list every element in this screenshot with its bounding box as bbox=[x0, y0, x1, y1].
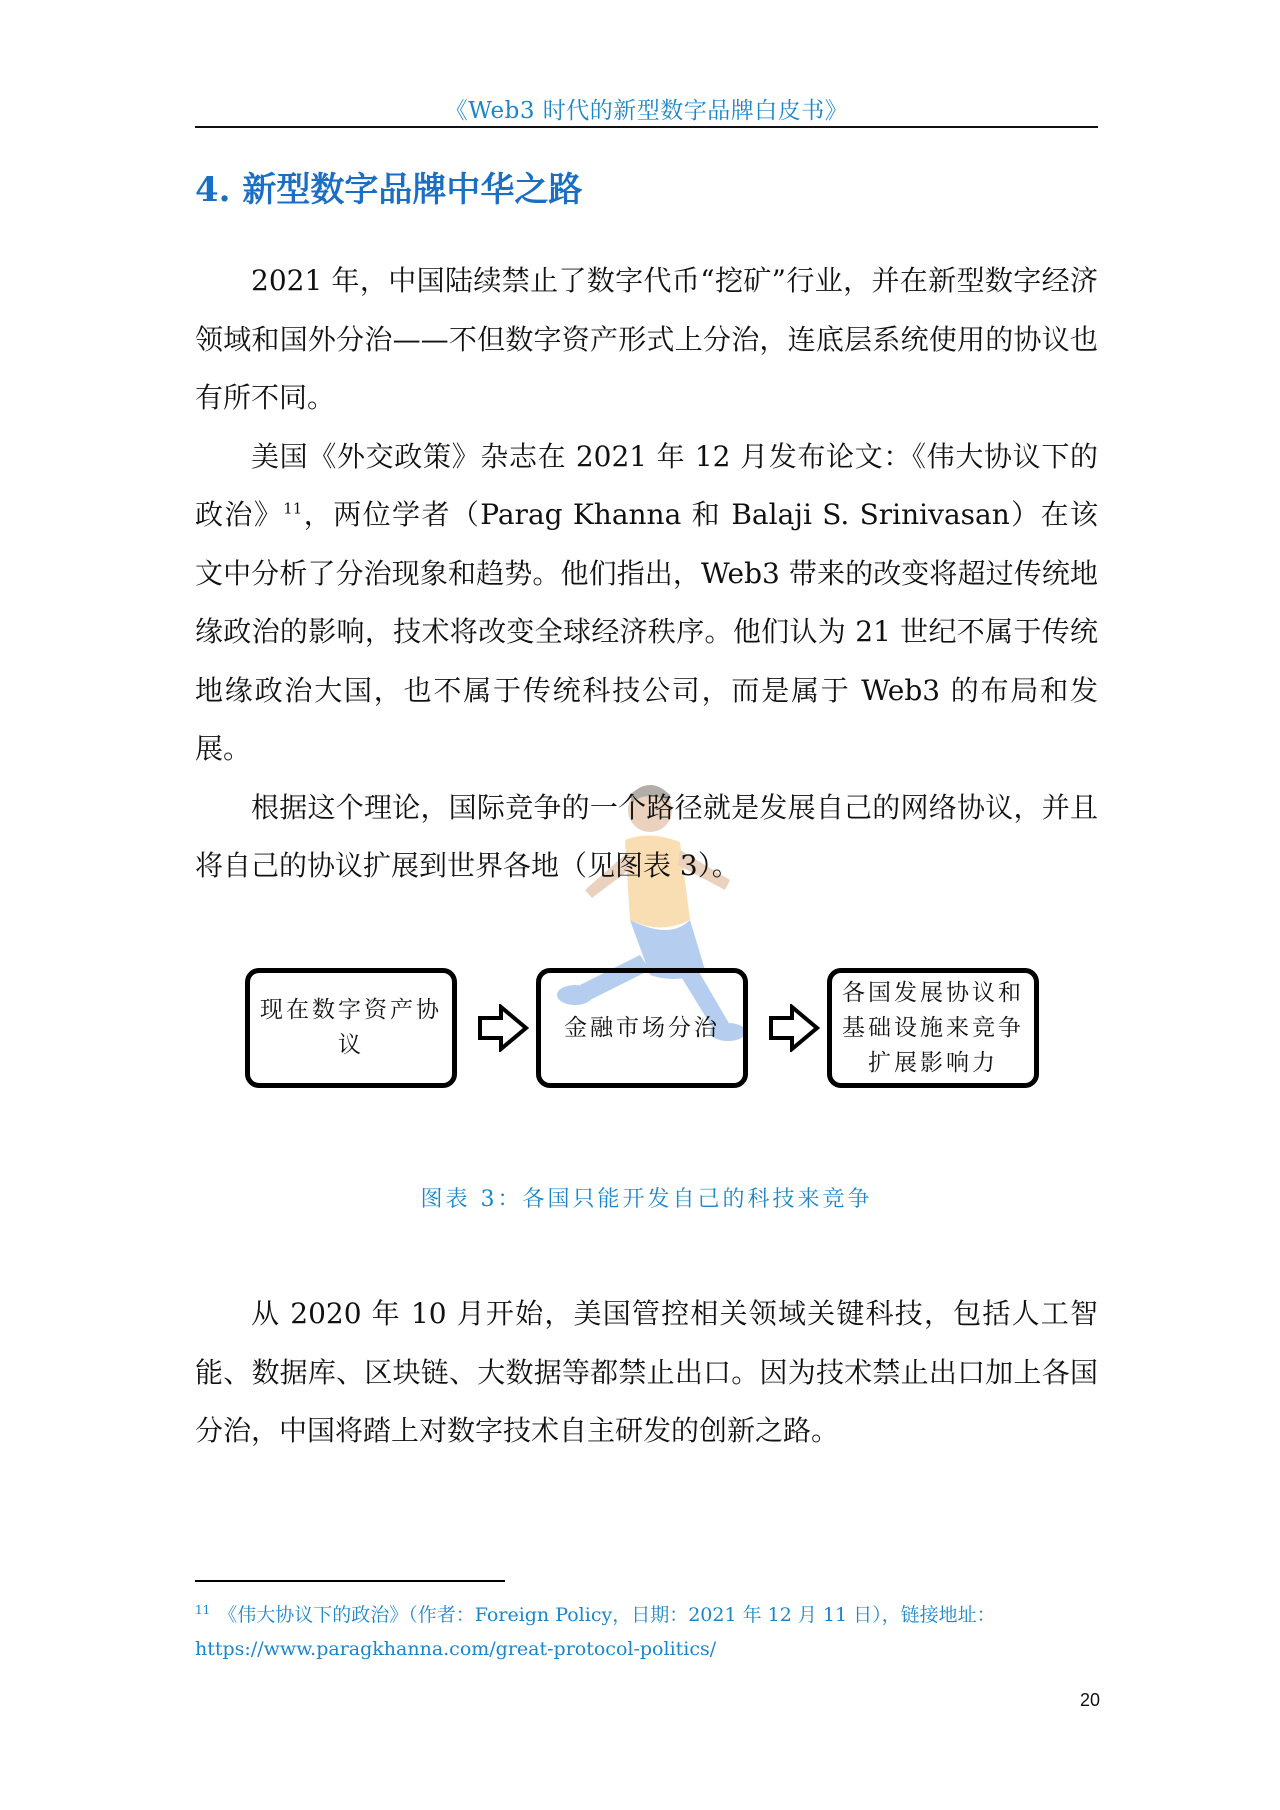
flowchart-box-compete-influence bbox=[827, 968, 1039, 1088]
header-divider bbox=[195, 126, 1098, 128]
footnote-reference[interactable]: 11 bbox=[283, 499, 303, 518]
paragraph-4: 从 2020 年 10 月开始，美国管控相关领域关键科技，包括人工智能、数据库、区块链、大数据等都禁止出口。因为技术禁止出口加上各国分治，中国将踏上对数字技术自主研发的创新之路。 bbox=[195, 1297, 1098, 1447]
section-title: 4. 新型数字品牌中华之路 bbox=[195, 170, 583, 210]
footnote-number: 11 bbox=[195, 1602, 211, 1617]
flowchart-box-current-protocols bbox=[245, 968, 457, 1088]
body-text-bottom bbox=[195, 1285, 1098, 1461]
flowchart-box-label: 各国发展协议和基础设施来竞争扩展影响力 bbox=[842, 979, 1024, 1076]
paragraph-2 bbox=[195, 428, 1098, 779]
footnote-link[interactable]: https://www.paragkhanna.com/great-protocol-politics/ bbox=[195, 1638, 717, 1660]
running-header: 《Web3 时代的新型数字品牌白皮书》 bbox=[444, 98, 849, 124]
footnote bbox=[195, 1598, 1098, 1666]
flowchart-box-market-split bbox=[536, 968, 748, 1088]
footnote-divider bbox=[195, 1580, 505, 1582]
page-number: 20 bbox=[1079, 1690, 1100, 1710]
paragraph-2-text-a: 美国《外交政策》杂志在 2021 年 12 月发布论文：《伟大协议下的政治》 bbox=[195, 439, 1098, 531]
flowchart-box-label: 现在数字资产协议 bbox=[260, 997, 442, 1058]
body-text-top bbox=[195, 252, 1098, 896]
paragraph-3: 根据这个理论，国际竞争的一个路径就是发展自己的网络协议，并且将自己的协议扩展到世界各地（见图表 3）。 bbox=[195, 790, 1098, 882]
paragraph-2-text-b: ，两位学者（Parag Khanna 和 Balaji S. Srinivasan）在该文中分析了分治现象和趋势。他们指出，Web3 带来的改变将超过传统地缘政治的影响，技术将改变全球经济秩序。他们认为 21 世纪不属于传统地缘政治大国，也不属于传统科技公司，而是属于 Web3 的布局和发展。 bbox=[195, 498, 1098, 765]
right-arrow-icon bbox=[477, 1004, 529, 1052]
footnote-text: 《伟大协议下的政治》（作者：Foreign Policy，日期：2021 年 12 月 11 日），链接地址： bbox=[218, 1604, 996, 1626]
flowchart-box-label: 金融市场分治 bbox=[564, 1014, 720, 1041]
figure-caption: 图表 3：各国只能开发自己的科技来竞争 bbox=[420, 1187, 873, 1212]
paragraph-1: 2021 年，中国陆续禁止了数字代币“挖矿”行业，并在新型数字经济领域和国外分治——不但数字资产形式上分治，连底层系统使用的协议也有所不同。 bbox=[195, 264, 1098, 414]
right-arrow-icon bbox=[768, 1004, 820, 1052]
